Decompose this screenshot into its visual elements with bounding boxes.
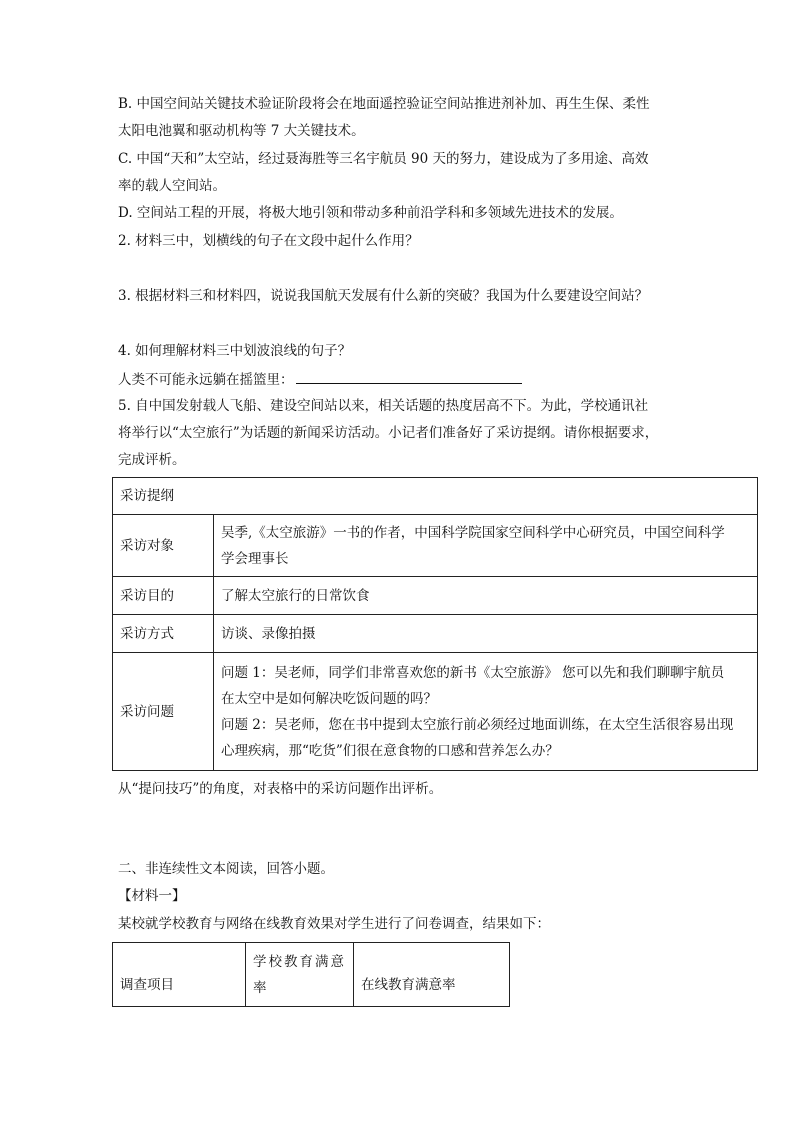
option-b-line2: 太阳电池翼和驱动机构等 7 大关键技术。 (118, 123, 365, 139)
answer-blank[interactable] (296, 369, 522, 384)
question-5-line3: 完成评析。 (118, 452, 186, 468)
row-value-questions: 问题 1：吴老师，同学们非常喜欢您的新书《太空旅游》 您可以先和我们聊聊宇航员 在太空中是如何解决吃饭问题的吗？ 问题 2：吴老师，您在书中提到太空旅行前必须经过地面训练，在太空生活很容易出现 心理疾病，那“吃货”们很在意食物的口感和营养怎么办？ (214, 653, 758, 771)
question-2: 2. 材料三中，划横线的句子在文段中起什么作用？ (118, 233, 419, 249)
row-label-method: 采访方式 (113, 615, 214, 653)
question-4-answer-line (118, 369, 522, 389)
question-5-instruction: 从“提问技巧”的角度，对表格中的采访问题作出评析。 (118, 781, 443, 797)
row-label-purpose: 采访目的 (113, 577, 214, 615)
option-b-line1: B. 中国空间站关键技术验证阶段将会在地面遥控验证空间站推进剂补加、再生生保、柔性 (118, 96, 650, 112)
table-header: 采访提纲 (113, 478, 758, 515)
material-1-label: 【材料一】 (118, 888, 186, 904)
interview-outline-table (112, 477, 758, 771)
row-value-method: 访谈、录像拍摄 (214, 615, 758, 653)
option-d: D. 空间站工程的开展，将极大地引领和带动多种前沿学科和多领域先进技术的发展。 (118, 205, 623, 221)
row-value-subject: 吴季,《太空旅游》一书的作者，中国科学院国家空间科学中心研究员，中国空间科学 学会理事长 (214, 515, 758, 577)
survey-col-item: 调查项目 (113, 943, 246, 1007)
question-4: 4. 如何理解材料三中划波浪线的句子？ (118, 343, 352, 359)
option-c-line1: C. 中国“天和”太空站，经过聂海胜等三名宇航员 90 天的努力，建设成为了多用途、高效 (118, 151, 649, 167)
survey-intro: 某校就学校教育与网络在线教育效果对学生进行了问卷调查，结果如下： (118, 916, 550, 932)
question-3: 3. 根据材料三和材料四，说说我国航天发展有什么新的突破？我国为什么要建设空间站？ (118, 288, 649, 304)
row-label-questions: 采访问题 (113, 653, 214, 771)
section-2-heading: 二、非连续性文本阅读，回答小题。 (118, 861, 334, 877)
row-value-purpose: 了解太空旅行的日常饮食 (214, 577, 758, 615)
survey-col-school: 学校教育满意 率 (246, 943, 354, 1007)
survey-table (112, 942, 510, 1007)
survey-col-online: 在线教育满意率 (354, 943, 510, 1007)
question-5-line1: 5. 自中国发射载人飞船、建设空间站以来，相关话题的热度居高不下。为此，学校通讯社 (118, 398, 649, 414)
question-4-answer-label: 人类不可能永远躺在摇篮里： (118, 372, 294, 388)
row-label-subject: 采访对象 (113, 515, 214, 577)
option-c-line2: 率的载人空间站。 (118, 178, 226, 194)
question-5-line2: 将举行以“太空旅行”为话题的新闻采访活动。小记者们准备好了采访提纲。请你根据要求， (118, 425, 659, 441)
